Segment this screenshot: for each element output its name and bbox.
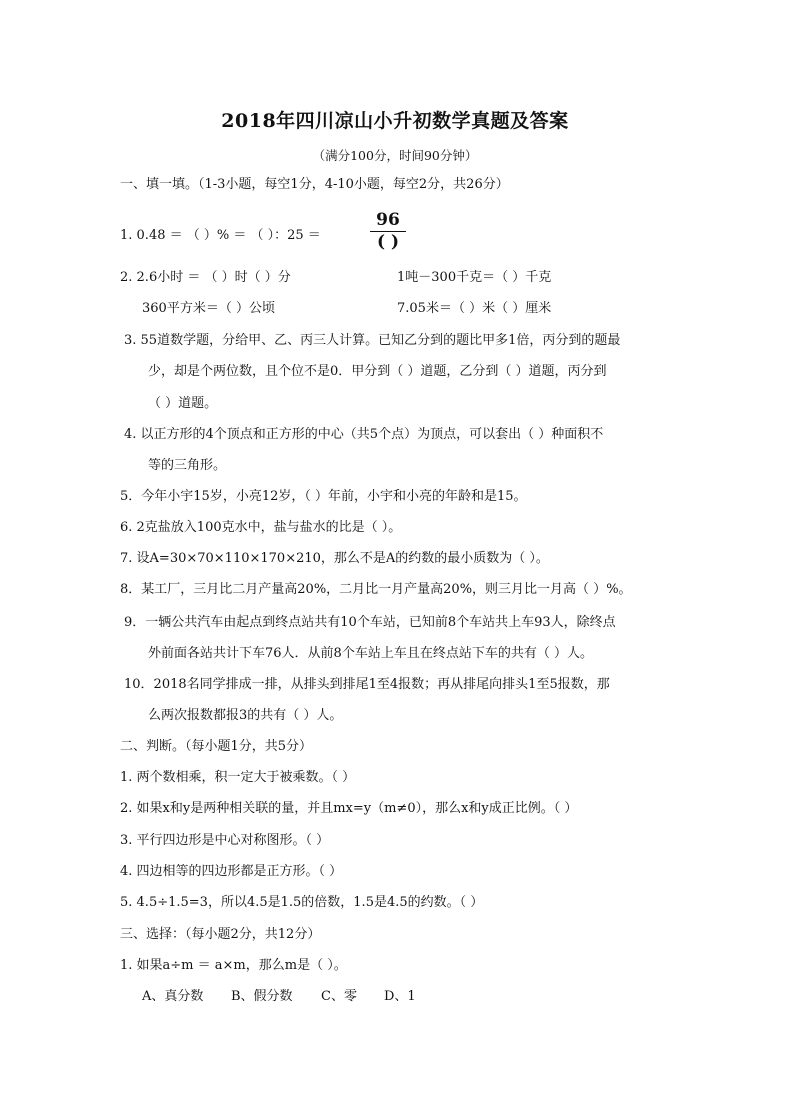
question-2-4: 4. 四边相等的四边形都是正方形。（ ） <box>120 864 343 879</box>
option-c: C、零 <box>321 989 357 1004</box>
option-d: D、1 <box>384 989 416 1004</box>
option-b: B、假分数 <box>231 989 293 1004</box>
section3-heading: 三、选择：（每小题2分，共12分） <box>120 927 321 942</box>
question-2-1: 1. 两个数相乘，积一定大于被乘数。（ ） <box>120 770 356 785</box>
question-1-10-line1: 10．2018名同学排成一排，从排头到排尾1至4报数；再从排尾向排头1至5报数，那 <box>124 677 610 692</box>
question-2-3: 3. 平行四边形是中心对称图形。（ ） <box>120 833 330 848</box>
question-1-1: 1. 0.48 ＝ （ ）% ＝ （ ）：25 ＝ <box>120 228 321 243</box>
question-2-2: 2. 如果x和y是两种相关联的量，并且mx=y（m≠0），那么x和y成正比例。（ ） <box>120 801 578 816</box>
question-1-3-line2: 少，却是个两位数，且个位不是0．甲分到（ ）道题，乙分到（ ）道题，丙分到 <box>148 364 607 379</box>
section1-heading: 一、填一填。（1-3小题，每空1分，4-10小题，每空2分，共26分） <box>120 177 509 192</box>
question-1-9-line2: 外前面各站共计下车76人．从前8个车站上车且在终点站下车的共有（ ）人。 <box>148 646 593 661</box>
question-1-2d: 7.05米＝（ ）米（ ）厘米 <box>397 301 552 316</box>
fraction-96-over-blank <box>366 211 410 252</box>
document-title: 2018年四川凉山小升初数学真题及答案 <box>221 110 569 132</box>
question-1-7: 7. 设A=30×70×110×170×210，那么不是A的约数的最小质数为（ ）。 <box>120 551 549 566</box>
question-1-6: 6. 2克盐放入100克水中，盐与盐水的比是（ ）。 <box>120 520 402 535</box>
question-3-1: 1. 如果a÷m ＝ a×m，那么m是（ ）。 <box>120 958 347 973</box>
question-1-2b: 1吨－300千克＝（ ）千克 <box>397 270 552 285</box>
question-1-5: 5．今年小宇15岁，小亮12岁，（ ）年前，小宇和小亮的年龄和是15。 <box>120 489 527 504</box>
question-1-10-line2: 么两次报数都报3的共有（ ）人。 <box>148 708 343 723</box>
option-a: A、真分数 <box>142 989 204 1004</box>
fraction-denominator: ( ) <box>376 232 399 252</box>
section2-heading: 二、判断。（每小题1分，共5分） <box>120 739 313 754</box>
question-1-2a: 2. 2.6小时 ＝ （ ）时（ ）分 <box>120 270 291 285</box>
question-1-4-line1: 4. 以正方形的4个顶点和正方形的中心（共5个点）为顶点，可以套出（ ）种面积不 <box>124 427 604 442</box>
question-1-4-line2: 等的三角形。 <box>148 458 227 473</box>
question-1-3-line3: （ ）道题。 <box>148 396 218 411</box>
question-1-9-line1: 9．一辆公共汽车由起点到终点站共有10个车站，已知前8个车站共上车93人，除终点 <box>124 615 616 630</box>
question-2-5: 5. 4.5÷1.5=3，所以4.5是1.5的倍数，1.5是4.5的约数。（ ） <box>120 895 484 910</box>
document-subtitle: （满分100分，时间90分钟） <box>312 148 478 163</box>
fraction-numerator: 96 <box>376 210 400 230</box>
question-1-3-line1: 3. 55道数学题，分给甲、乙、丙三人计算。已知乙分到的题比甲多1倍，丙分到的题最 <box>124 333 621 348</box>
question-1-8: 8．某工厂，三月比二月产量高20%，二月比一月产量高20%，则三月比一月高（ ）%。 <box>120 582 632 597</box>
question-1-2c: 360平方米＝（ ）公顷 <box>142 301 275 316</box>
